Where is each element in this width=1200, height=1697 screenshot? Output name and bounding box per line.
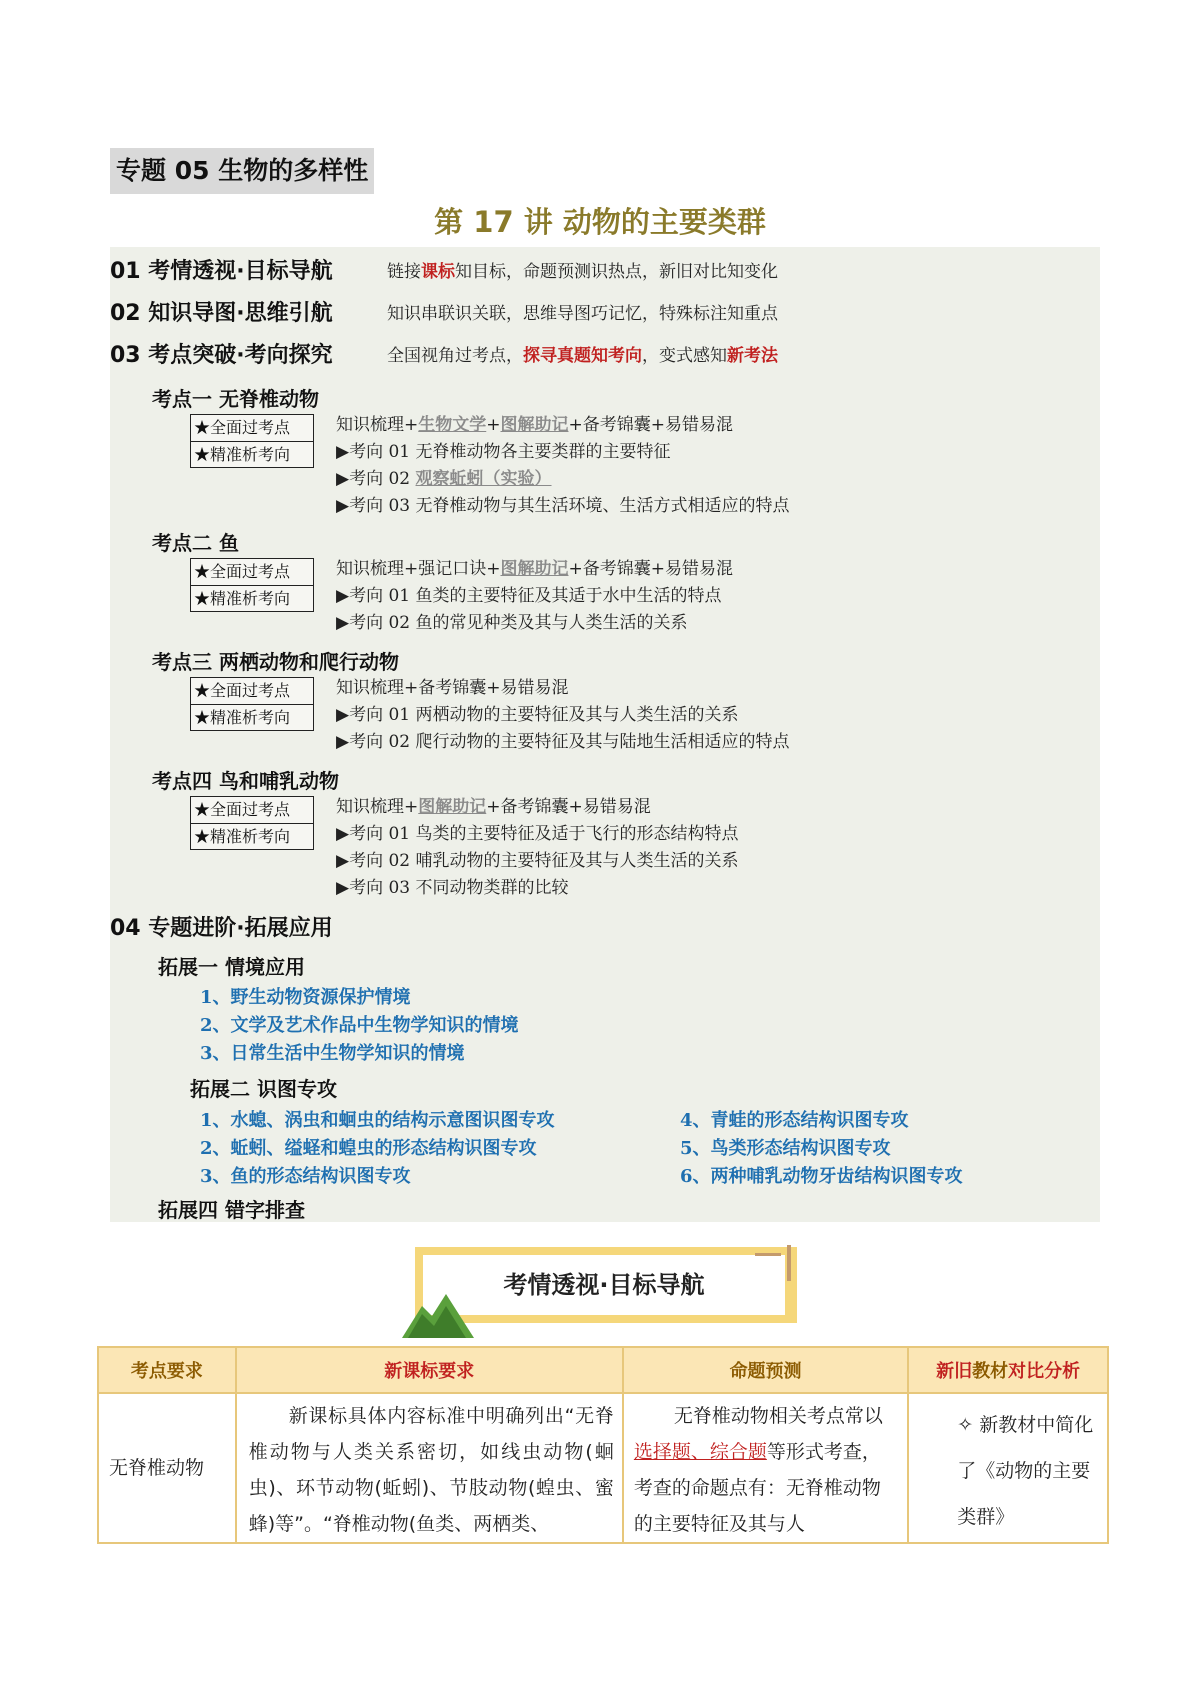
table-row [98,1393,1108,1543]
section-04-title: 04 专题进阶·拓展应用 [110,915,333,941]
point-1-item-1: ▶考向 01 无脊椎动物各主要类群的主要特征 [336,442,671,462]
ext-2-item-1[interactable]: 1、水螅、涡虫和蛔虫的结构示意图识图专攻 [200,1110,555,1131]
cell-point: 无脊椎动物 [98,1393,236,1543]
link-earthworm-experiment[interactable]: 观察蚯蚓（实验） [415,469,552,489]
banner-label: 考情透视·目标导航 [503,1271,705,1299]
link-bio-literature[interactable]: 生物文学 [418,415,487,435]
point-3-tags [190,677,314,731]
section-02-desc: 知识串联识关联，思维导图巧记忆，特殊标注知重点 [387,303,778,324]
ext-2-item-2[interactable]: 2、蚯蚓、缢蛏和蝗虫的形态结构识图专攻 [200,1138,537,1159]
tag-all-points[interactable]: ★全面过考点 [194,418,291,437]
section-01-title: 01 考情透视·目标导航 [110,258,333,284]
link-diagram-memory[interactable]: 图解助记 [500,415,569,435]
point-2-summary: 知识梳理+强记口诀+图解助记+备考锦囊+易错易混 [336,559,733,579]
point-2-tags [190,558,314,612]
link-diagram-memory[interactable]: 图解助记 [418,797,487,817]
point-2-item-2: ▶考向 02 鱼的常见种类及其与人类生活的关系 [336,613,688,633]
point-1-title: 考点一 无脊椎动物 [152,387,319,411]
cell-comparison: ✧ 新教材中简化了《动物的主要类群》 [908,1393,1108,1543]
col-header-comparison: 新旧教材对比分析 [908,1347,1108,1393]
point-4-tags [190,796,314,850]
point-2-item-1: ▶考向 01 鱼类的主要特征及其适于水中生活的特点 [336,586,722,606]
point-2-title: 考点二 鱼 [152,531,239,555]
ext-2-item-3[interactable]: 3、鱼的形态结构识图专攻 [200,1166,411,1187]
tag-precise-directions[interactable]: ★精准析考向 [191,823,313,849]
tag-precise-directions[interactable]: ★精准析考向 [191,441,313,467]
section-01-desc: 链接课标知目标，命题预测识热点，新旧对比知变化 [387,261,778,282]
point-1-tags [190,414,314,468]
point-4-summary: 知识梳理+图解助记+备考锦囊+易错易混 [336,797,651,817]
ext-2-item-4[interactable]: 4、青蛙的形态结构识图专攻 [680,1110,909,1131]
cell-prediction: 无脊椎动物相关考点常以选择题、综合题等形式考查，考查的命题点有：无脊椎动物的主要特征及其与人 [623,1393,908,1543]
link-diagram-memory[interactable]: 图解助记 [500,559,569,579]
ext-1-item-1[interactable]: 1、野生动物资源保护情境 [200,987,411,1008]
section-01 [110,251,778,287]
topic-title: 专题 05 生物的多样性 [110,148,374,194]
ext-2-title: 拓展二 识图专攻 [190,1077,337,1101]
tag-all-points[interactable]: ★全面过考点 [194,562,291,581]
tag-precise-directions[interactable]: ★精准析考向 [191,585,313,611]
cell-curriculum: 新课标具体内容标准中明确列出“无脊椎动物与人类关系密切，如线虫动物(蛔虫)、环节动物(蚯蚓)、节肢动物(蝗虫、蜜蜂)等”。“脊椎动物(鱼类、两栖类、 [236,1393,623,1543]
col-header-points: 考点要求 [98,1347,236,1393]
point-3-item-1: ▶考向 01 两栖动物的主要特征及其与人类生活的关系 [336,705,739,725]
lecture-title: 第 17 讲 动物的主要类群 [434,205,766,239]
section-03 [110,335,778,371]
mountain-icon [402,1292,474,1338]
point-4-item-3: ▶考向 03 不同动物类群的比较 [336,878,569,898]
ext-1-item-3[interactable]: 3、日常生活中生物学知识的情境 [200,1043,465,1064]
ext-1-title: 拓展一 情境应用 [158,955,305,979]
requirements-table [97,1346,1109,1544]
ext-2-item-5[interactable]: 5、鸟类形态结构识图专攻 [680,1138,891,1159]
tag-all-points[interactable]: ★全面过考点 [194,800,291,819]
ext-1-item-2[interactable]: 2、文学及艺术作品中生物学知识的情境 [200,1015,519,1036]
ext-2-item-6[interactable]: 6、两种哺乳动物牙齿结构识图专攻 [680,1166,963,1187]
point-4-item-1: ▶考向 01 鸟类的主要特征及适于飞行的形态结构特点 [336,824,739,844]
point-4-title: 考点四 鸟和哺乳动物 [152,769,339,793]
section-02-title: 02 知识导图·思维引航 [110,300,333,326]
tag-precise-directions[interactable]: ★精准析考向 [191,704,313,730]
ext-4-title: 拓展四 错字排查 [158,1198,305,1222]
tag-all-points[interactable]: ★全面过考点 [194,681,291,700]
section-04 [110,908,375,944]
col-header-curriculum: 新课标要求 [236,1347,623,1393]
section-02 [110,293,778,329]
point-3-title: 考点三 两栖动物和爬行动物 [152,650,399,674]
point-1-item-2: ▶考向 02 观察蚯蚓（实验） [336,469,552,489]
point-4-item-2: ▶考向 02 哺乳动物的主要特征及其与人类生活的关系 [336,851,739,871]
point-3-summary: 知识梳理+备考锦囊+易错易混 [336,678,569,698]
col-header-prediction: 命题预测 [623,1347,908,1393]
section-03-desc: 全国视角过考点，探寻真题知考向，变式感知新考法 [387,345,778,366]
point-1-item-3: ▶考向 03 无脊椎动物与其生活环境、生活方式相适应的特点 [336,496,790,516]
point-1-summary: 知识梳理+生物文学+图解助记+备考锦囊+易错易混 [336,415,733,435]
point-3-item-2: ▶考向 02 爬行动物的主要特征及其与陆地生活相适应的特点 [336,732,790,752]
section-03-title: 03 考点突破·考向探究 [110,342,333,368]
